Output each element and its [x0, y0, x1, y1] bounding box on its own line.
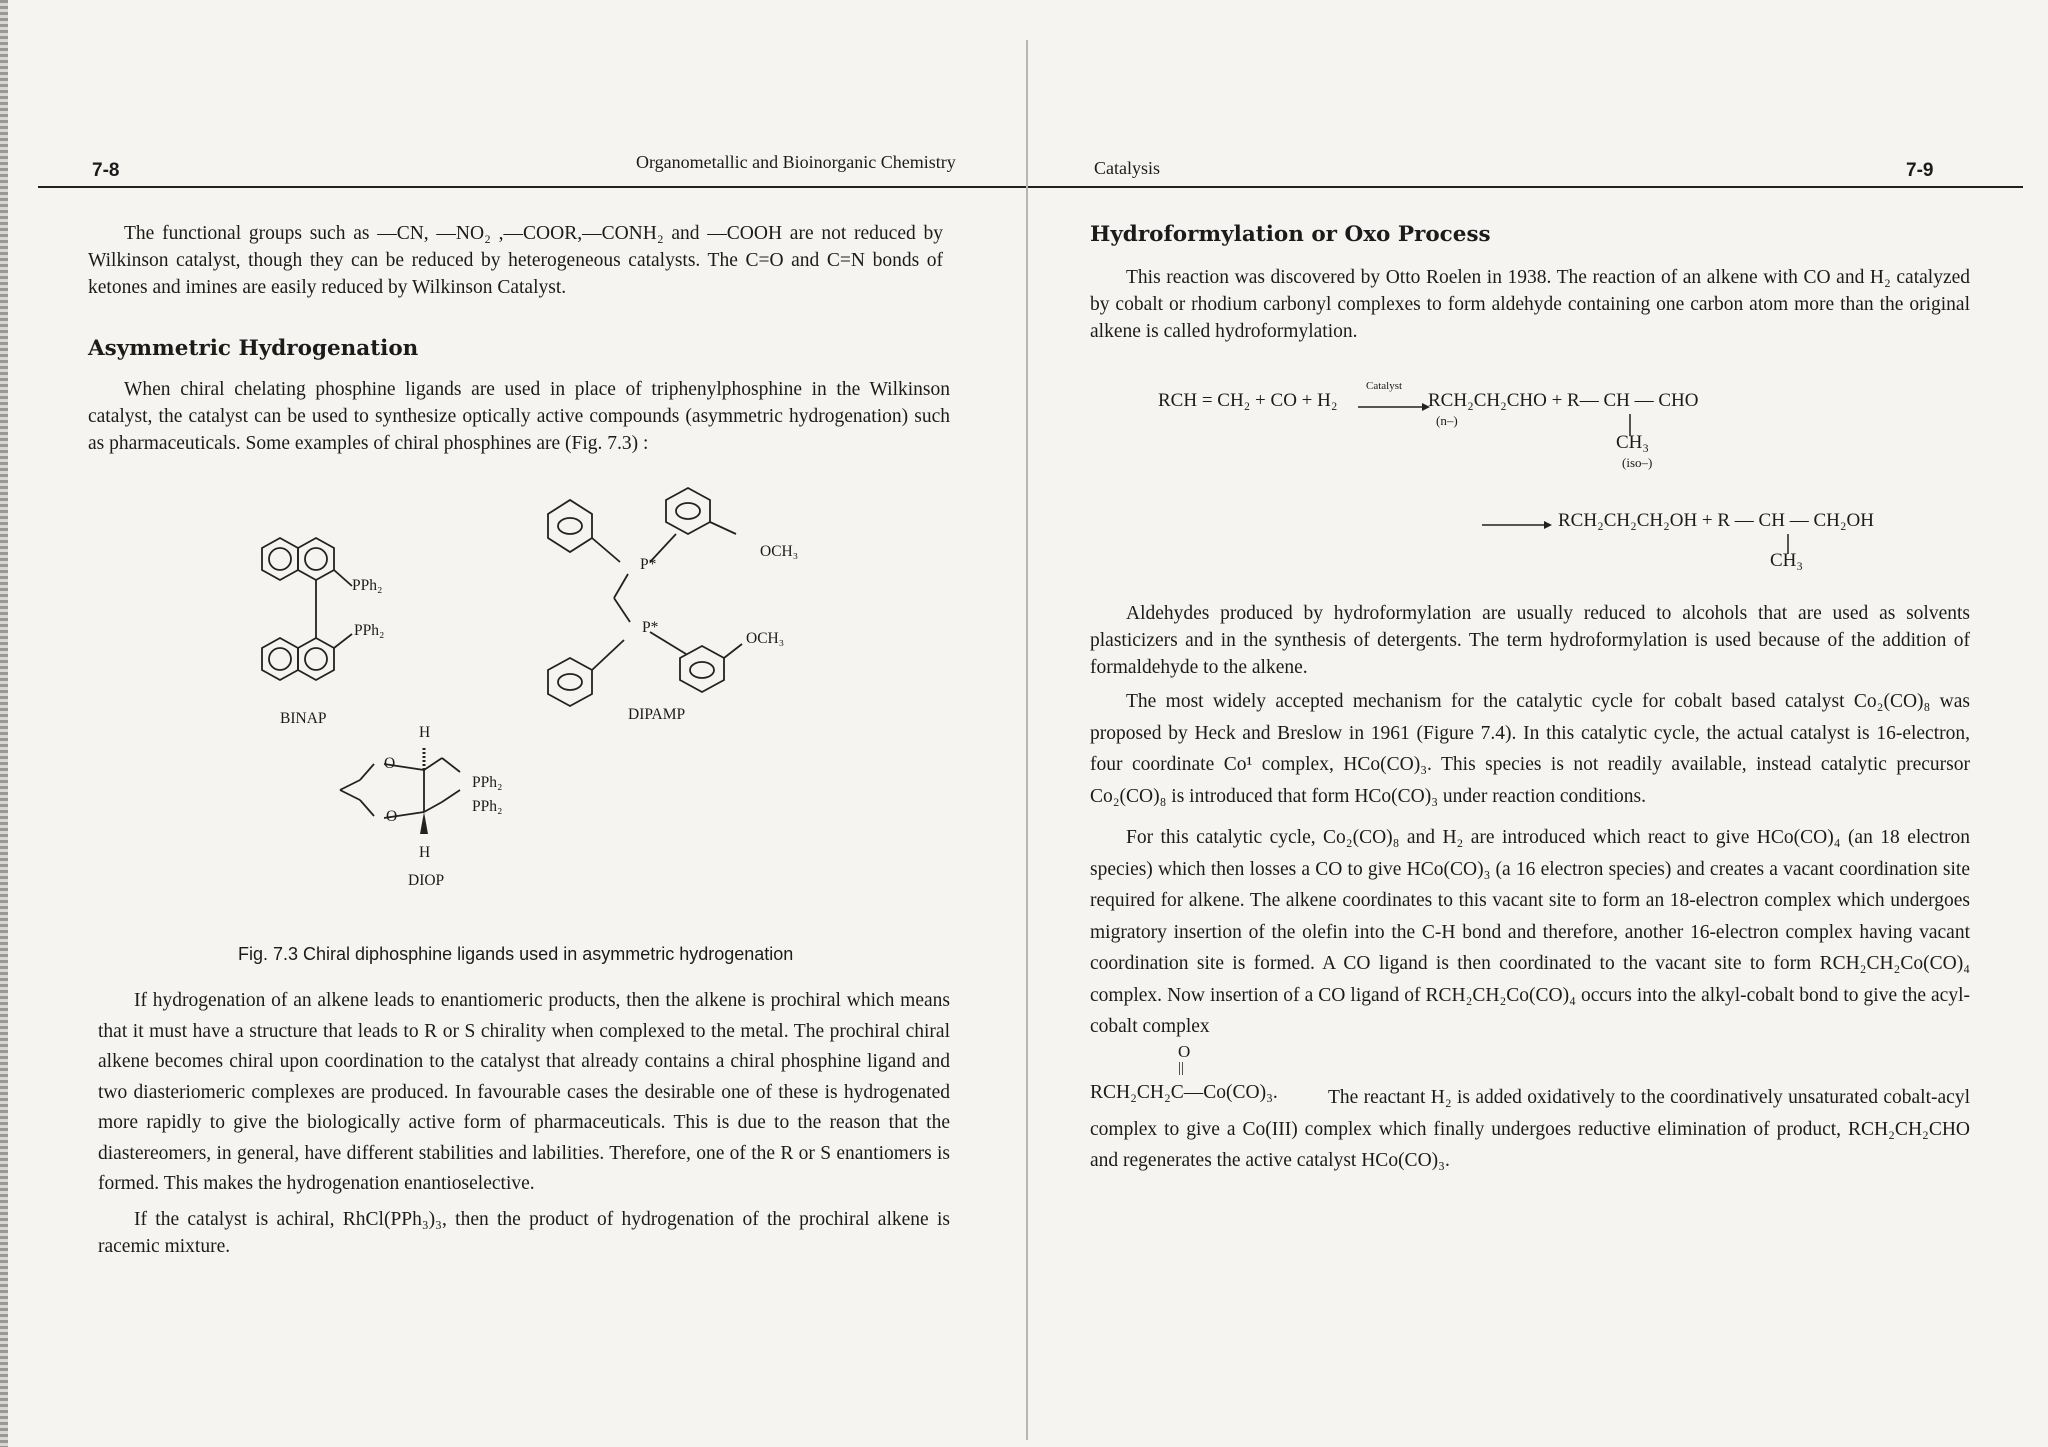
header-rule: [38, 186, 1028, 188]
catalytic-cycle-paragraph: For this catalytic cycle, Co₂(CO)₈ and H₂ are introduced which react to give HCo(CO)₄ (an 18 electron species) which then losses a CO to give HCo(CO)₃ (a 16 electron species) and creates a vacant coordination site required for alkene. The alkene coordinates to this vacant site to form an 18-electron complex which undergoes migratory insertion of the olefin into the C-H bond and therefore, another 16-electron complex having vacant coordination site is formed. A CO ligand is then coordinated to the vacant site to form RCH₂CH₂Co(CO)₄ complex. Now insertion of a CO ligand of RCH₂CH₂Co(CO)₄ occurs into the alkyl-cobalt bond to give the acyl-cobalt complex: [1090, 827, 1970, 1037]
prochiral-paragraph: If hydrogenation of an alkene leads to enantiomeric products, then the alkene is prochiral which means that it must have a structure that leads to R or S chirality when complexed to the metal. The prochiral chiral alkene becomes chiral upon coordination to the catalyst that already contains a chiral phosphine ligand and two diasteriomeric complexes are produced. In favourable cases the desirable one of these is hydrogenated more rapidly to give the biologically active form of pharmaceuticals. This is due to the reason that the diastereomers, in general, have different stabilities and labilities. Therefore, one of the R or S enantiomers is formed. This makes the hydrogenation enantioselective.: [98, 990, 950, 1194]
binap-ligand-2: PPh₂: [354, 622, 385, 639]
equation-2-products: RCH₂CH₂CH₂OH + R — CH — CH₂OH: [1558, 510, 1874, 531]
dipamp-label: DIPAMP: [628, 706, 686, 723]
dipamp-methoxy-1: OCH₃: [760, 543, 799, 560]
dipamp-p-2: P*: [642, 619, 659, 636]
page-number: 7-8: [92, 160, 120, 181]
diop-ligand-1: PPh₂: [472, 774, 503, 791]
diop-label: DIOP: [408, 872, 445, 889]
intro-paragraph: This reaction was discovered by Otto Roelen in 1938. The reaction of an alkene with CO and H₂ catalyzed by cobalt or rhodium carbonyl complexes to form aldehyde containing one carbon atom more than the original alkene is called hydroformylation.: [1090, 267, 1970, 342]
achiral-paragraph: If the catalyst is achiral, RhCl(PPh₃)₃, then the product of hydrogenation of the prochiral alkene is racemic mixture.: [98, 1209, 950, 1257]
iso-isomer-label: (iso–): [1622, 455, 1653, 470]
n-isomer-label: (n–): [1436, 413, 1458, 428]
oxidative-addition-paragraph: The reactant H₂ is added oxidatively to the coordinatively unsaturated cobalt-acyl complex to give a Co(III) complex which finally undergoes reductive elimination of product, RCH₂CH₂CHO and regenerates the active catalyst HCo(CO)₃.: [1090, 1087, 1970, 1171]
diop-o-2: O: [386, 808, 398, 825]
acyl-double-bond: ||: [1178, 1060, 1185, 1076]
catalyst-label: Catalyst: [1366, 380, 1403, 392]
acyl-formula: RCH₂CH₂C—Co(CO)₃.: [1090, 1082, 1278, 1103]
dipamp-structure: [538, 482, 788, 712]
equation-reactants: RCH = CH₂ + CO + H₂: [1158, 390, 1338, 411]
diop-h-bottom: H: [419, 844, 431, 861]
diop-structure: [338, 740, 508, 850]
branch-methyl: CH₃: [1616, 432, 1650, 453]
mechanism-paragraph: The most widely accepted mechanism for the catalytic cycle for cobalt based catalyst Co₂(CO)₈ was proposed by Heck and Breslow in 1961 (Figure 7.4). In this catalytic cycle, the actual catalyst is 16-electron, four coordinate Co¹ complex, HCo(CO)₃. This species is not readily available, instead catalytic precursor Co₂(CO)₈ is introduced that form HCo(CO)₃ under reaction conditions.: [1090, 691, 1970, 807]
dipamp-methoxy-2: OCH₃: [746, 630, 785, 647]
reduction-arrow: [1482, 520, 1552, 530]
branch-methyl-2: CH₃: [1770, 550, 1804, 571]
diop-ligand-2: PPh₂: [472, 798, 503, 815]
left-page-header: [38, 148, 1028, 188]
diop-o-1: O: [384, 755, 396, 772]
section-paragraph: When chiral chelating phosphine ligands are used in place of triphenylphosphine in the Wilkinson catalyst, the catalyst can be used to synthesize optically active compounds (asymmetric hydrogenation) such as pharmaceuticals. Some examples of chiral phosphines are (Fig. 7.3) :: [88, 379, 950, 454]
section-heading: Asymmetric Hydrogenation: [88, 336, 419, 361]
header-rule: [1028, 186, 2023, 188]
right-page: [1028, 0, 2048, 1447]
section-heading: Hydroformylation or Oxo Process: [1090, 222, 1491, 247]
chapter-title: Catalysis: [1094, 158, 1160, 178]
dipamp-p-1: P*: [640, 556, 657, 573]
intro-paragraph: The functional groups such as —CN, —NO₂ ,—COOR,—CONH₂ and —COOH are not reduced by Wilkinson catalyst, though they can be reduced by heterogeneous catalysts. The C=O and C=N bonds of ketones and imines are easily reduced by Wilkinson Catalyst.: [88, 223, 943, 298]
acyl-oxygen: O: [1178, 1042, 1191, 1061]
page-number: 7-9: [1906, 160, 1934, 181]
binap-ligand-1: PPh₂: [352, 577, 383, 594]
binap-label: BINAP: [280, 710, 327, 727]
right-page-header: [1028, 148, 2023, 188]
reaction-arrow: [1358, 402, 1430, 412]
diop-h-top: H: [419, 724, 431, 741]
figure-caption: Fig. 7.3 Chiral diphosphine ligands used in asymmetric hydrogenation: [238, 944, 794, 964]
equation-products: RCH₂CH₂CHO + R— CH — CHO: [1428, 390, 1699, 411]
aldehydes-paragraph: Aldehydes produced by hydroformylation are usually reduced to alcohols that are used as solvents plasticizers and in the synthesis of detergents. The term hydroformylation is used because of the addition of formaldehyde to the alkene.: [1090, 603, 1970, 678]
left-page: [8, 0, 1028, 1447]
binap-structure: [240, 530, 400, 700]
running-title: Organometallic and Bioinorganic Chemistry: [636, 152, 956, 172]
